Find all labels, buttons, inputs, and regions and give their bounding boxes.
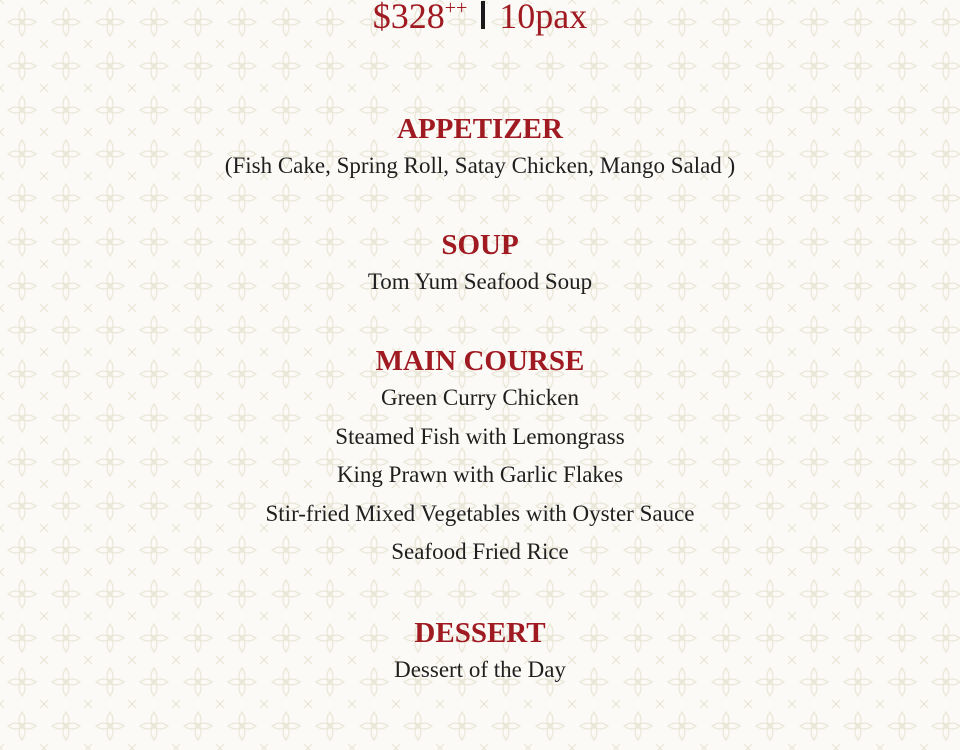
section-heading-dessert: DESSERT [414,617,546,649]
menu-item: Seafood Fried Rice [391,539,569,564]
section-dessert [0,615,960,690]
price-suffix: ++ [444,0,468,19]
menu-item: Steamed Fish with Lemongrass [335,423,625,449]
menu-item: Dessert of the Day [394,657,566,682]
section-soup [0,227,960,302]
menu-item: Green Curry Chicken [381,385,579,410]
section-main-course [0,343,960,572]
divider-bar [481,1,485,29]
price: $328 [372,0,445,36]
section-heading-main-course: MAIN COURSE [375,345,585,377]
price-line [0,0,960,44]
pax-count: 10pax [499,0,588,36]
menu-item: Tom Yum Seafood Soup [367,269,593,294]
menu-item: (Fish Cake, Spring Roll, Satay Chicken, Mango Salad ) [224,153,736,178]
section-appetizer [0,111,960,186]
section-heading-soup: SOUP [441,229,519,261]
menu-item: Stir-fried Mixed Vegetables with Oyster Sauce [265,500,695,526]
section-heading-appetizer: APPETIZER [397,113,563,145]
menu-item: King Prawn with Garlic Flakes [336,462,624,487]
